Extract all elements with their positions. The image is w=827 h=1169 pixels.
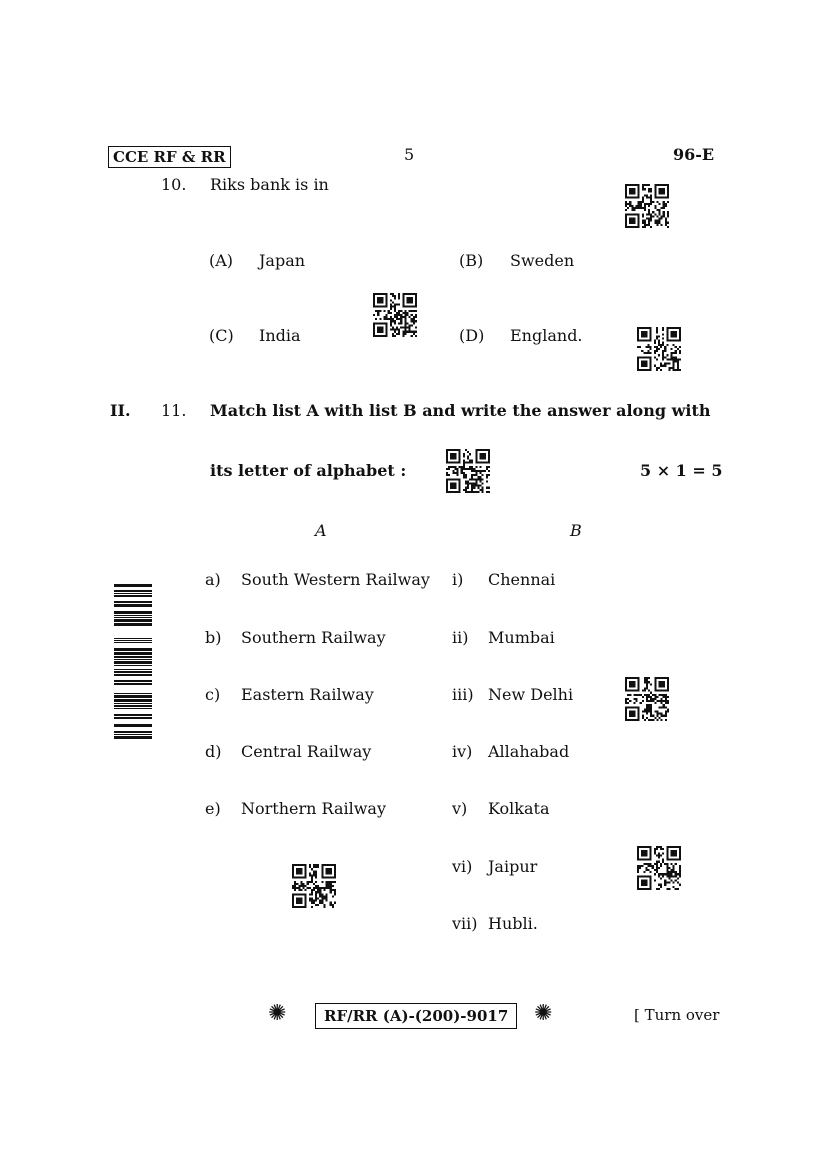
list-a-letter: c) (205, 685, 221, 704)
list-b-item: Mumbai (488, 628, 555, 647)
list-a-item: Southern Railway (241, 628, 386, 647)
qr-code-icon (625, 184, 669, 228)
list-a-item: Northern Railway (241, 799, 386, 818)
option-text: England. (510, 326, 583, 345)
star-ornament-icon: ✺ (268, 1001, 287, 1026)
option-text: Japan (259, 251, 306, 270)
list-b-heading: B (570, 521, 582, 540)
question-text-line2: its letter of alphabet : (210, 461, 407, 480)
option-letter: (A) (209, 251, 234, 270)
list-b-item: Kolkata (488, 799, 550, 818)
list-a-letter: e) (205, 799, 221, 818)
list-b-letter: ii) (452, 628, 469, 647)
list-a-heading: A (315, 521, 327, 540)
qr-code-icon (373, 293, 417, 337)
list-b-item: New Delhi (488, 685, 574, 704)
list-a-letter: d) (205, 742, 222, 761)
question-number: 10. (161, 175, 187, 194)
question-number: 11. (161, 401, 187, 420)
option-letter: (C) (209, 326, 234, 345)
list-b-letter: vi) (452, 857, 473, 876)
list-b-letter: vii) (452, 914, 478, 933)
question-text: Riks bank is in (210, 175, 329, 194)
list-b-item: Jaipur (488, 857, 538, 876)
barcode-icon (114, 582, 152, 740)
list-b-item: Hubli. (488, 914, 538, 933)
list-a-item: South Western Railway (241, 570, 430, 589)
list-a-letter: b) (205, 628, 222, 647)
qr-code-icon (446, 449, 490, 493)
list-a-item: Central Railway (241, 742, 372, 761)
list-b-item: Allahabad (488, 742, 570, 761)
page-number: 5 (404, 145, 415, 164)
question-text-line1: Match list A with list B and write the answer along with (210, 401, 711, 420)
section-number: II. (110, 401, 131, 420)
list-b-letter: v) (452, 799, 468, 818)
turn-over-note: [ Turn over (634, 1006, 720, 1024)
qr-code-icon (625, 677, 669, 721)
option-letter: (D) (459, 326, 485, 345)
qr-code-icon (292, 864, 336, 908)
qr-code-icon (637, 846, 681, 890)
marks-allocation: 5 × 1 = 5 (640, 461, 723, 480)
list-b-letter: iv) (452, 742, 473, 761)
list-b-letter: iii) (452, 685, 474, 704)
option-text: Sweden (510, 251, 575, 270)
subject-code: 96-E (673, 145, 715, 164)
list-b-letter: i) (452, 570, 464, 589)
option-letter: (B) (459, 251, 484, 270)
option-text: India (259, 326, 301, 345)
paper-serial-box: RF/RR (A)-(200)-9017 (315, 1003, 517, 1029)
list-a-letter: a) (205, 570, 221, 589)
star-ornament-icon: ✺ (534, 1001, 553, 1026)
qr-code-icon (637, 327, 681, 371)
list-b-item: Chennai (488, 570, 556, 589)
list-a-item: Eastern Railway (241, 685, 374, 704)
paper-code-box: CCE RF & RR (108, 146, 231, 168)
